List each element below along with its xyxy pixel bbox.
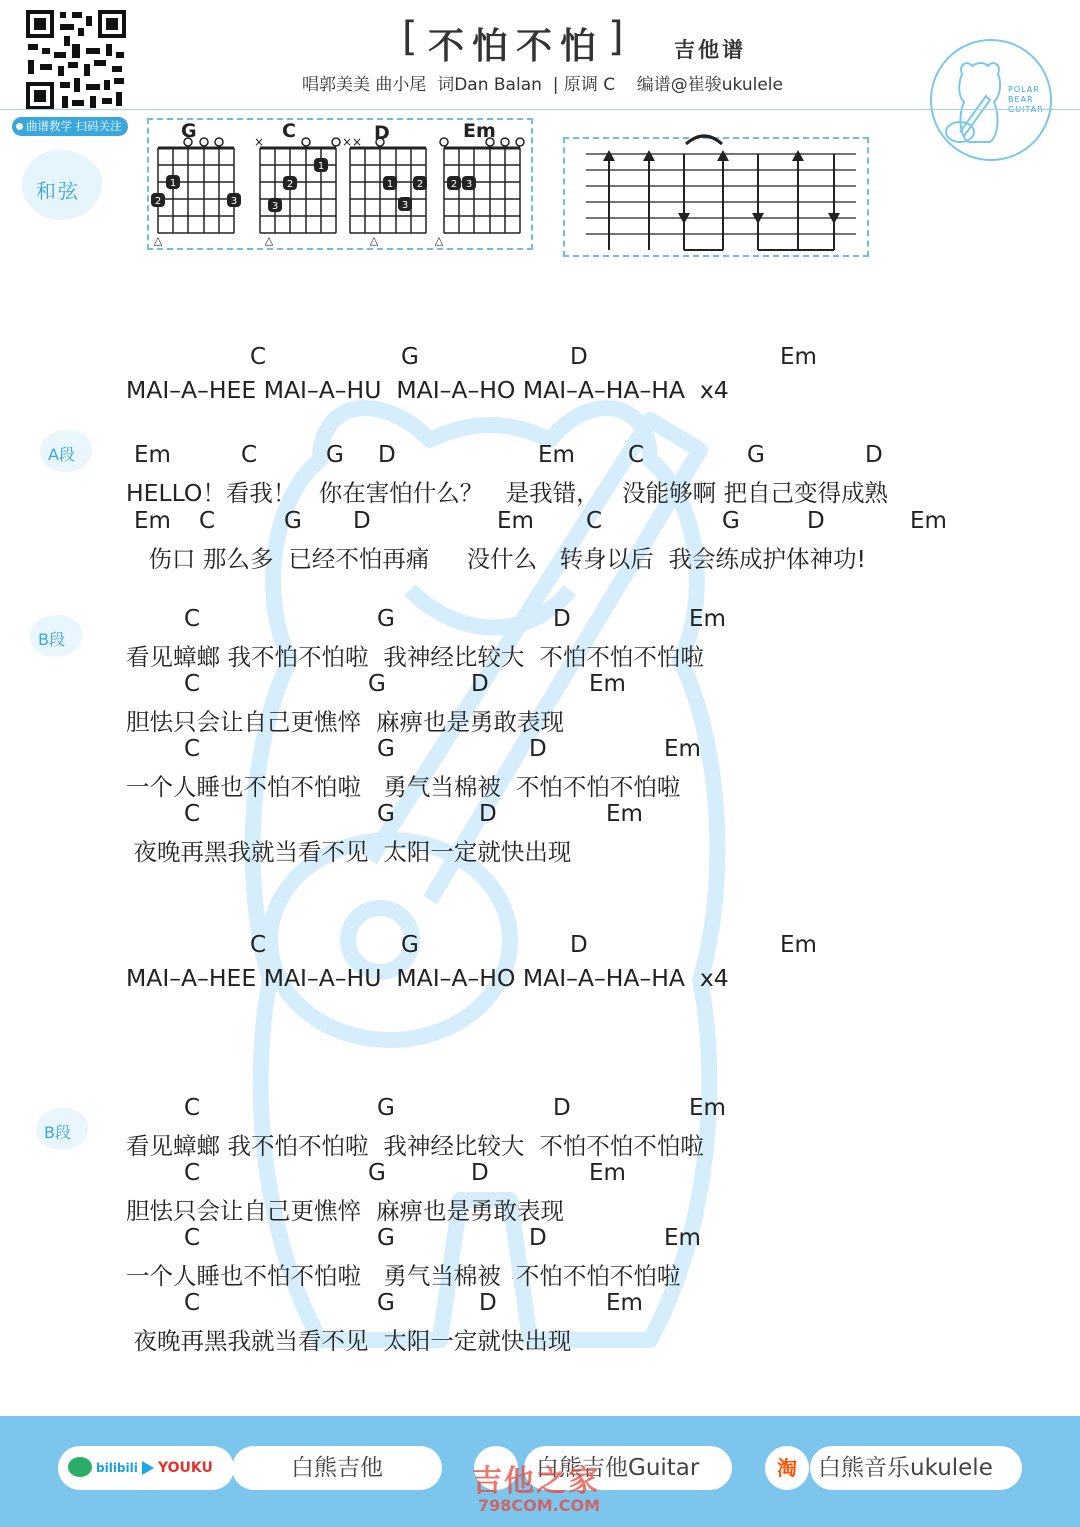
lyric-line: 胆怯只会让自己更憔悴 麻痹也是勇敢表现 xyxy=(126,1197,564,1225)
wechat-icon xyxy=(68,1457,92,1477)
polar-bear-guitar-logo xyxy=(928,36,1060,164)
chord-symbol: D xyxy=(570,344,588,370)
chord-symbol: C xyxy=(184,1225,201,1251)
chord-symbol: D xyxy=(479,1290,497,1316)
section-a-label: A段 xyxy=(48,445,75,464)
svg-text:1: 1 xyxy=(386,179,394,190)
chord-symbol: D xyxy=(865,442,883,468)
youku-play-icon xyxy=(142,1461,154,1475)
lyric-line: MAI–A–HEE MAI–A–HU MAI–A–HO MAI–A–HA–HA x4 xyxy=(126,964,729,992)
strum-up-4 xyxy=(792,150,804,161)
chord-symbol: G xyxy=(368,1160,386,1186)
chord-symbol: D xyxy=(378,442,396,468)
chord-symbol: Em xyxy=(606,1290,643,1316)
chord-section-label: 和弦 xyxy=(36,179,80,203)
chord-symbol: G xyxy=(377,801,395,827)
chord-diagram-em xyxy=(435,138,524,246)
footer-pill-baixiong-music-ukulele[interactable]: 白熊音乐ukulele xyxy=(810,1446,1022,1490)
chord-symbol: G xyxy=(284,508,302,534)
chord-symbol: C xyxy=(586,508,603,534)
chord-symbol: D xyxy=(479,801,497,827)
chord-symbol: G xyxy=(377,1290,395,1316)
chord-diagram-c xyxy=(254,136,340,246)
chord-symbol: D xyxy=(353,508,371,534)
chord-symbol: Em xyxy=(689,1095,726,1121)
chord-symbol: D xyxy=(807,508,825,534)
chord-name-g: G xyxy=(181,120,197,142)
chord-symbol: Em xyxy=(780,344,817,370)
svg-text:1: 1 xyxy=(169,178,177,189)
chord-symbol: Em xyxy=(606,801,643,827)
chord-symbol: Em xyxy=(589,1160,626,1186)
taobao-icon: 淘 xyxy=(765,1446,809,1490)
strum-pattern xyxy=(566,130,866,254)
qr-caption: 曲谱教学 扫码关注 xyxy=(12,117,128,136)
svg-text:1: 1 xyxy=(317,161,325,172)
strum-up-1 xyxy=(603,150,615,161)
logo-text-bear: BEAR xyxy=(1008,95,1034,104)
svg-text:3: 3 xyxy=(230,196,238,207)
song-title: 不怕不怕 xyxy=(428,26,605,67)
lyric-line: 一个人睡也不怕不怕啦 勇气当棉被 不怕不怕不怕啦 xyxy=(126,1262,681,1290)
chord-diagrams xyxy=(150,136,530,246)
chord-symbol: Em xyxy=(664,736,701,762)
chord-symbol: C xyxy=(184,606,201,632)
chord-symbol: D xyxy=(529,1225,547,1251)
chord-diagram-g xyxy=(151,138,241,246)
lyric-line: 看见蟑螂 我不怕不怕啦 我神经比较大 不怕不怕不怕啦 xyxy=(126,643,704,671)
chord-symbol: D xyxy=(471,1160,489,1186)
title-bracket-left: [ xyxy=(402,14,418,60)
chord-symbol: C xyxy=(184,671,201,697)
chord-symbol: Em xyxy=(497,508,534,534)
chord-symbol: C xyxy=(250,932,267,958)
svg-text:××: ×× xyxy=(342,136,363,149)
chord-symbol: G xyxy=(747,442,765,468)
chord-symbol: D xyxy=(570,932,588,958)
chord-symbol: C xyxy=(184,1160,201,1186)
chord-name-em: Em xyxy=(463,120,496,142)
svg-text:3: 3 xyxy=(465,179,473,190)
svg-text:△: △ xyxy=(264,234,274,246)
svg-text:2: 2 xyxy=(416,179,424,190)
song-subtitle: 吉他谱 xyxy=(674,38,746,62)
logo-text-polar: POLAR xyxy=(1008,85,1040,94)
chord-symbol: Em xyxy=(134,508,171,534)
chord-symbol: Em xyxy=(538,442,575,468)
song-credits: 唱郭美美 曲小尾 词Dan Balan | 原调 C 编谱@崔骏ukulele xyxy=(302,75,783,95)
footer-pill-baixiong-guitar-weibo[interactable]: 白熊吉他Guitar xyxy=(524,1446,732,1490)
section-b2-label: B段 xyxy=(44,1123,71,1142)
strum-up-3 xyxy=(717,150,729,161)
bilibili-text: bilibili xyxy=(96,1461,138,1475)
title-bracket-right: ] xyxy=(608,14,624,60)
lyric-line: 看见蟑螂 我不怕不怕啦 我神经比较大 不怕不怕不怕啦 xyxy=(126,1132,704,1160)
lyric-line: 伤口 那么多 已经不怕再痛 没什么 转身以后 我会练成护体神功! xyxy=(126,545,866,573)
chord-symbol: C xyxy=(184,736,201,762)
chord-symbol: Em xyxy=(664,1225,701,1251)
svg-text:△: △ xyxy=(153,234,163,246)
chord-symbol: G xyxy=(401,932,419,958)
chord-symbol: Em xyxy=(134,442,171,468)
chord-symbol: D xyxy=(471,671,489,697)
chord-symbol: G xyxy=(401,344,419,370)
footer-pill-baixiong-guitar[interactable]: 白熊吉他 xyxy=(232,1446,442,1490)
chord-symbol: G xyxy=(326,442,344,468)
lyric-line: 一个人睡也不怕不怕啦 勇气当棉被 不怕不怕不怕啦 xyxy=(126,773,681,801)
chord-symbol: C xyxy=(184,1290,201,1316)
chord-symbol: G xyxy=(377,736,395,762)
svg-text:△: △ xyxy=(369,234,379,246)
svg-text:3: 3 xyxy=(401,200,409,211)
strum-up-2 xyxy=(643,150,655,161)
chord-symbol: C xyxy=(199,508,216,534)
section-b1-label: B段 xyxy=(38,630,65,649)
svg-text:2: 2 xyxy=(450,179,458,190)
chord-symbol: C xyxy=(184,1095,201,1121)
lyric-line: 夜晚再黑我就当看不见 太阳一定就快出现 xyxy=(126,1327,572,1355)
chord-symbol: D xyxy=(529,736,547,762)
svg-text:△: △ xyxy=(434,234,444,246)
chord-symbol: G xyxy=(722,508,740,534)
chord-symbol: G xyxy=(377,1225,395,1251)
chord-symbol: D xyxy=(553,1095,571,1121)
svg-text:×: × xyxy=(254,136,265,149)
chord-symbol: Em xyxy=(780,932,817,958)
chord-symbol: Em xyxy=(589,671,626,697)
chord-symbol: D xyxy=(553,606,571,632)
site-watermark-url: 798COM.COM xyxy=(478,1496,601,1515)
chord-symbol: Em xyxy=(689,606,726,632)
chord-symbol: C xyxy=(241,442,258,468)
video-platforms-pill[interactable] xyxy=(58,1446,234,1490)
chord-symbol: C xyxy=(250,344,267,370)
chord-symbol: G xyxy=(377,606,395,632)
header-divider xyxy=(0,109,1080,110)
lyric-line: HELLO！看我！ 你在害怕什么？ 是我错， 没能够啊 把自己变得成熟 xyxy=(126,479,889,507)
svg-text:2: 2 xyxy=(286,179,294,190)
chord-name-c: C xyxy=(282,120,296,142)
chord-diagram-d xyxy=(342,136,427,246)
chord-name-d: D xyxy=(374,122,390,144)
svg-text:3: 3 xyxy=(271,201,279,212)
lyric-line: 夜晚再黑我就当看不见 太阳一定就快出现 xyxy=(126,838,572,866)
chord-symbol: C xyxy=(628,442,645,468)
chord-symbol: C xyxy=(184,801,201,827)
qr-code[interactable] xyxy=(24,8,128,112)
svg-text:2: 2 xyxy=(154,196,162,207)
youku-text: YOUKU xyxy=(158,1460,213,1476)
lyric-line: 胆怯只会让自己更憔悴 麻痹也是勇敢表现 xyxy=(126,708,564,736)
chord-symbol: G xyxy=(377,1095,395,1121)
chord-symbol: Em xyxy=(910,508,947,534)
site-watermark: 吉他之家 xyxy=(472,1464,600,1499)
lyric-line: MAI–A–HEE MAI–A–HU MAI–A–HO MAI–A–HA–HA x4 xyxy=(126,376,729,404)
chord-symbol: G xyxy=(368,671,386,697)
